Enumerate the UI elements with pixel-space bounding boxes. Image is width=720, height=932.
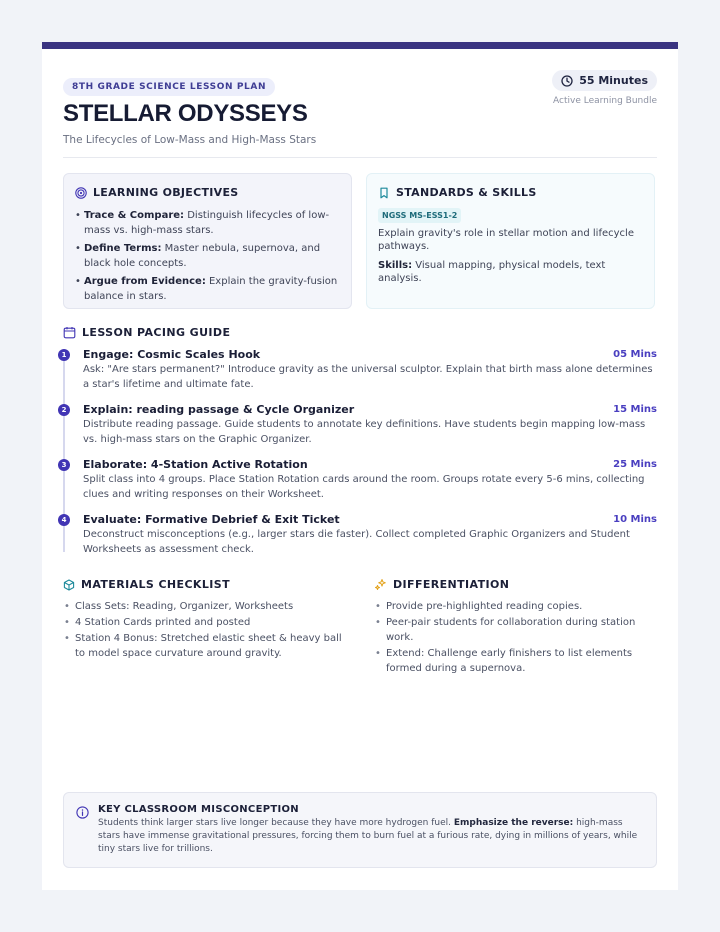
pacing-section — [63, 326, 657, 568]
skills-text: Visual mapping, physical models, text analysis. — [378, 260, 606, 284]
objective-label: Argue from Evidence: — [84, 276, 206, 287]
step-description: Split class into 4 groups. Place Station Rotation cards around the room. Groups rotate every 5-6 mins, collecting clues and writing responses on their Worksheet. — [83, 474, 645, 500]
duration-block — [552, 70, 657, 106]
step-description: Deconstruct misconceptions (e.g., larger stars die faster). Collect completed Graphic Organizers and Student Worksheets as assessment check. — [83, 529, 630, 555]
objective-label: Define Terms: — [84, 243, 162, 254]
step-duration: 25 Mins — [613, 459, 657, 470]
materials-list — [63, 599, 346, 661]
pacing-heading-text: LESSON PACING GUIDE — [82, 326, 231, 339]
header — [63, 49, 657, 158]
differentiation-heading — [374, 578, 657, 591]
top-accent-bar — [42, 42, 678, 49]
objectives-heading — [75, 186, 340, 199]
misconception-text-start: Students think larger stars live longer because they have more hydrogen fuel. — [98, 818, 454, 828]
bookmark-icon — [378, 187, 390, 199]
pacing-step — [63, 458, 657, 513]
step-duration: 05 Mins — [613, 349, 657, 360]
duration-badge — [552, 70, 657, 91]
bundle-label: Active Learning Bundle — [553, 96, 657, 106]
step-number: 3 — [58, 459, 70, 471]
differentiation-section — [374, 578, 657, 677]
standards-card — [366, 173, 655, 309]
ngss-badge: NGSS MS-ESS1-2 — [378, 208, 461, 223]
pacing-step — [63, 403, 657, 458]
cube-icon — [63, 579, 75, 591]
sparkles-icon — [374, 578, 387, 591]
misconception-emphasis: Emphasize the reverse: — [453, 818, 574, 828]
lesson-plan-page — [42, 42, 678, 890]
list-item — [75, 274, 340, 304]
materials-heading-text: MATERIALS CHECKLIST — [81, 578, 230, 591]
list-item: • 4 Station Cards printed and posted — [63, 615, 346, 630]
skills-label: Skills: — [378, 260, 413, 271]
objectives-list — [75, 208, 340, 304]
top-cards — [63, 173, 657, 309]
clock-icon — [561, 75, 573, 87]
pacing-step — [63, 513, 657, 568]
list-item: • Peer-pair students for collaboration during station work. — [374, 615, 657, 645]
info-icon — [76, 806, 89, 819]
list-item — [75, 208, 340, 238]
materials-section — [63, 578, 346, 677]
standards-heading — [378, 186, 643, 199]
step-duration: 15 Mins — [613, 404, 657, 415]
duration-text: 55 Minutes — [579, 74, 648, 87]
list-item: • Class Sets: Reading, Organizer, Worksheets — [63, 599, 346, 614]
step-number: 4 — [58, 514, 70, 526]
pacing-heading — [63, 326, 657, 339]
misconception-text-end: high-mass stars have immense gravitational pressures, forcing them to burn fuel at a furious rate, dying in millions of years, while tiny stars live for trillions. — [98, 818, 638, 854]
list-item: • Extend: Challenge early finishers to list elements formed during a supernova. — [374, 646, 657, 676]
objectives-heading-text: LEARNING OBJECTIVES — [93, 186, 239, 199]
step-description: Distribute reading passage. Guide students to annotate key definitions. Have students begin mapping low-mass vs. high-mass stars on the Graphic Organizer. — [83, 419, 646, 445]
list-item: • Station 4 Bonus: Stretched elastic sheet & heavy ball to model space curvature around gravity. — [63, 631, 346, 661]
step-title: Evaluate: Formative Debrief & Exit Ticket — [83, 513, 340, 526]
skills-line — [378, 259, 643, 285]
grade-badge: 8TH GRADE SCIENCE LESSON PLAN — [63, 78, 275, 96]
objectives-card — [63, 173, 352, 309]
step-title: Elaborate: 4-Station Active Rotation — [83, 458, 308, 471]
list-item — [75, 241, 340, 271]
objective-text: Distinguish lifecycles of low-mass vs. high-mass stars. — [84, 210, 330, 236]
materials-heading — [63, 578, 346, 591]
target-icon — [75, 187, 87, 199]
pacing-step — [63, 348, 657, 403]
standards-heading-text: STANDARDS & SKILLS — [396, 186, 537, 199]
list-item: • Provide pre-highlighted reading copies. — [374, 599, 657, 614]
pacing-timeline — [63, 348, 657, 568]
step-title: Explain: reading passage & Cycle Organizer — [83, 403, 355, 416]
objective-label: Trace & Compare: — [84, 210, 185, 221]
misconception-heading: KEY CLASSROOM MISCONCEPTION — [98, 804, 299, 815]
differentiation-heading-text: DIFFERENTIATION — [393, 578, 510, 591]
misconception-callout — [63, 792, 657, 868]
step-duration: 10 Mins — [613, 514, 657, 525]
step-description: Ask: "Are stars permanent?" Introduce gravity as the universal sculptor. Explain that birth mass alone determines a star's lifetime and ultimate fate. — [83, 364, 653, 390]
calendar-icon — [63, 326, 76, 339]
objective-text: Master nebula, supernova, and black hole concepts. — [84, 243, 321, 269]
step-number: 1 — [58, 349, 70, 361]
page-subtitle: The Lifecycles of Low-Mass and High-Mass Stars — [63, 134, 317, 146]
step-number: 2 — [58, 404, 70, 416]
step-title: Engage: Cosmic Scales Hook — [83, 348, 261, 361]
standards-text: Explain gravity's role in stellar motion and lifecycle pathways. — [378, 228, 634, 252]
objective-text: Explain the gravity-fusion balance in stars. — [84, 276, 338, 302]
differentiation-list — [374, 599, 657, 676]
materials-differentiation — [63, 578, 657, 677]
page-title: STELLAR ODYSSEYS — [63, 100, 308, 127]
misconception-text — [98, 817, 644, 856]
